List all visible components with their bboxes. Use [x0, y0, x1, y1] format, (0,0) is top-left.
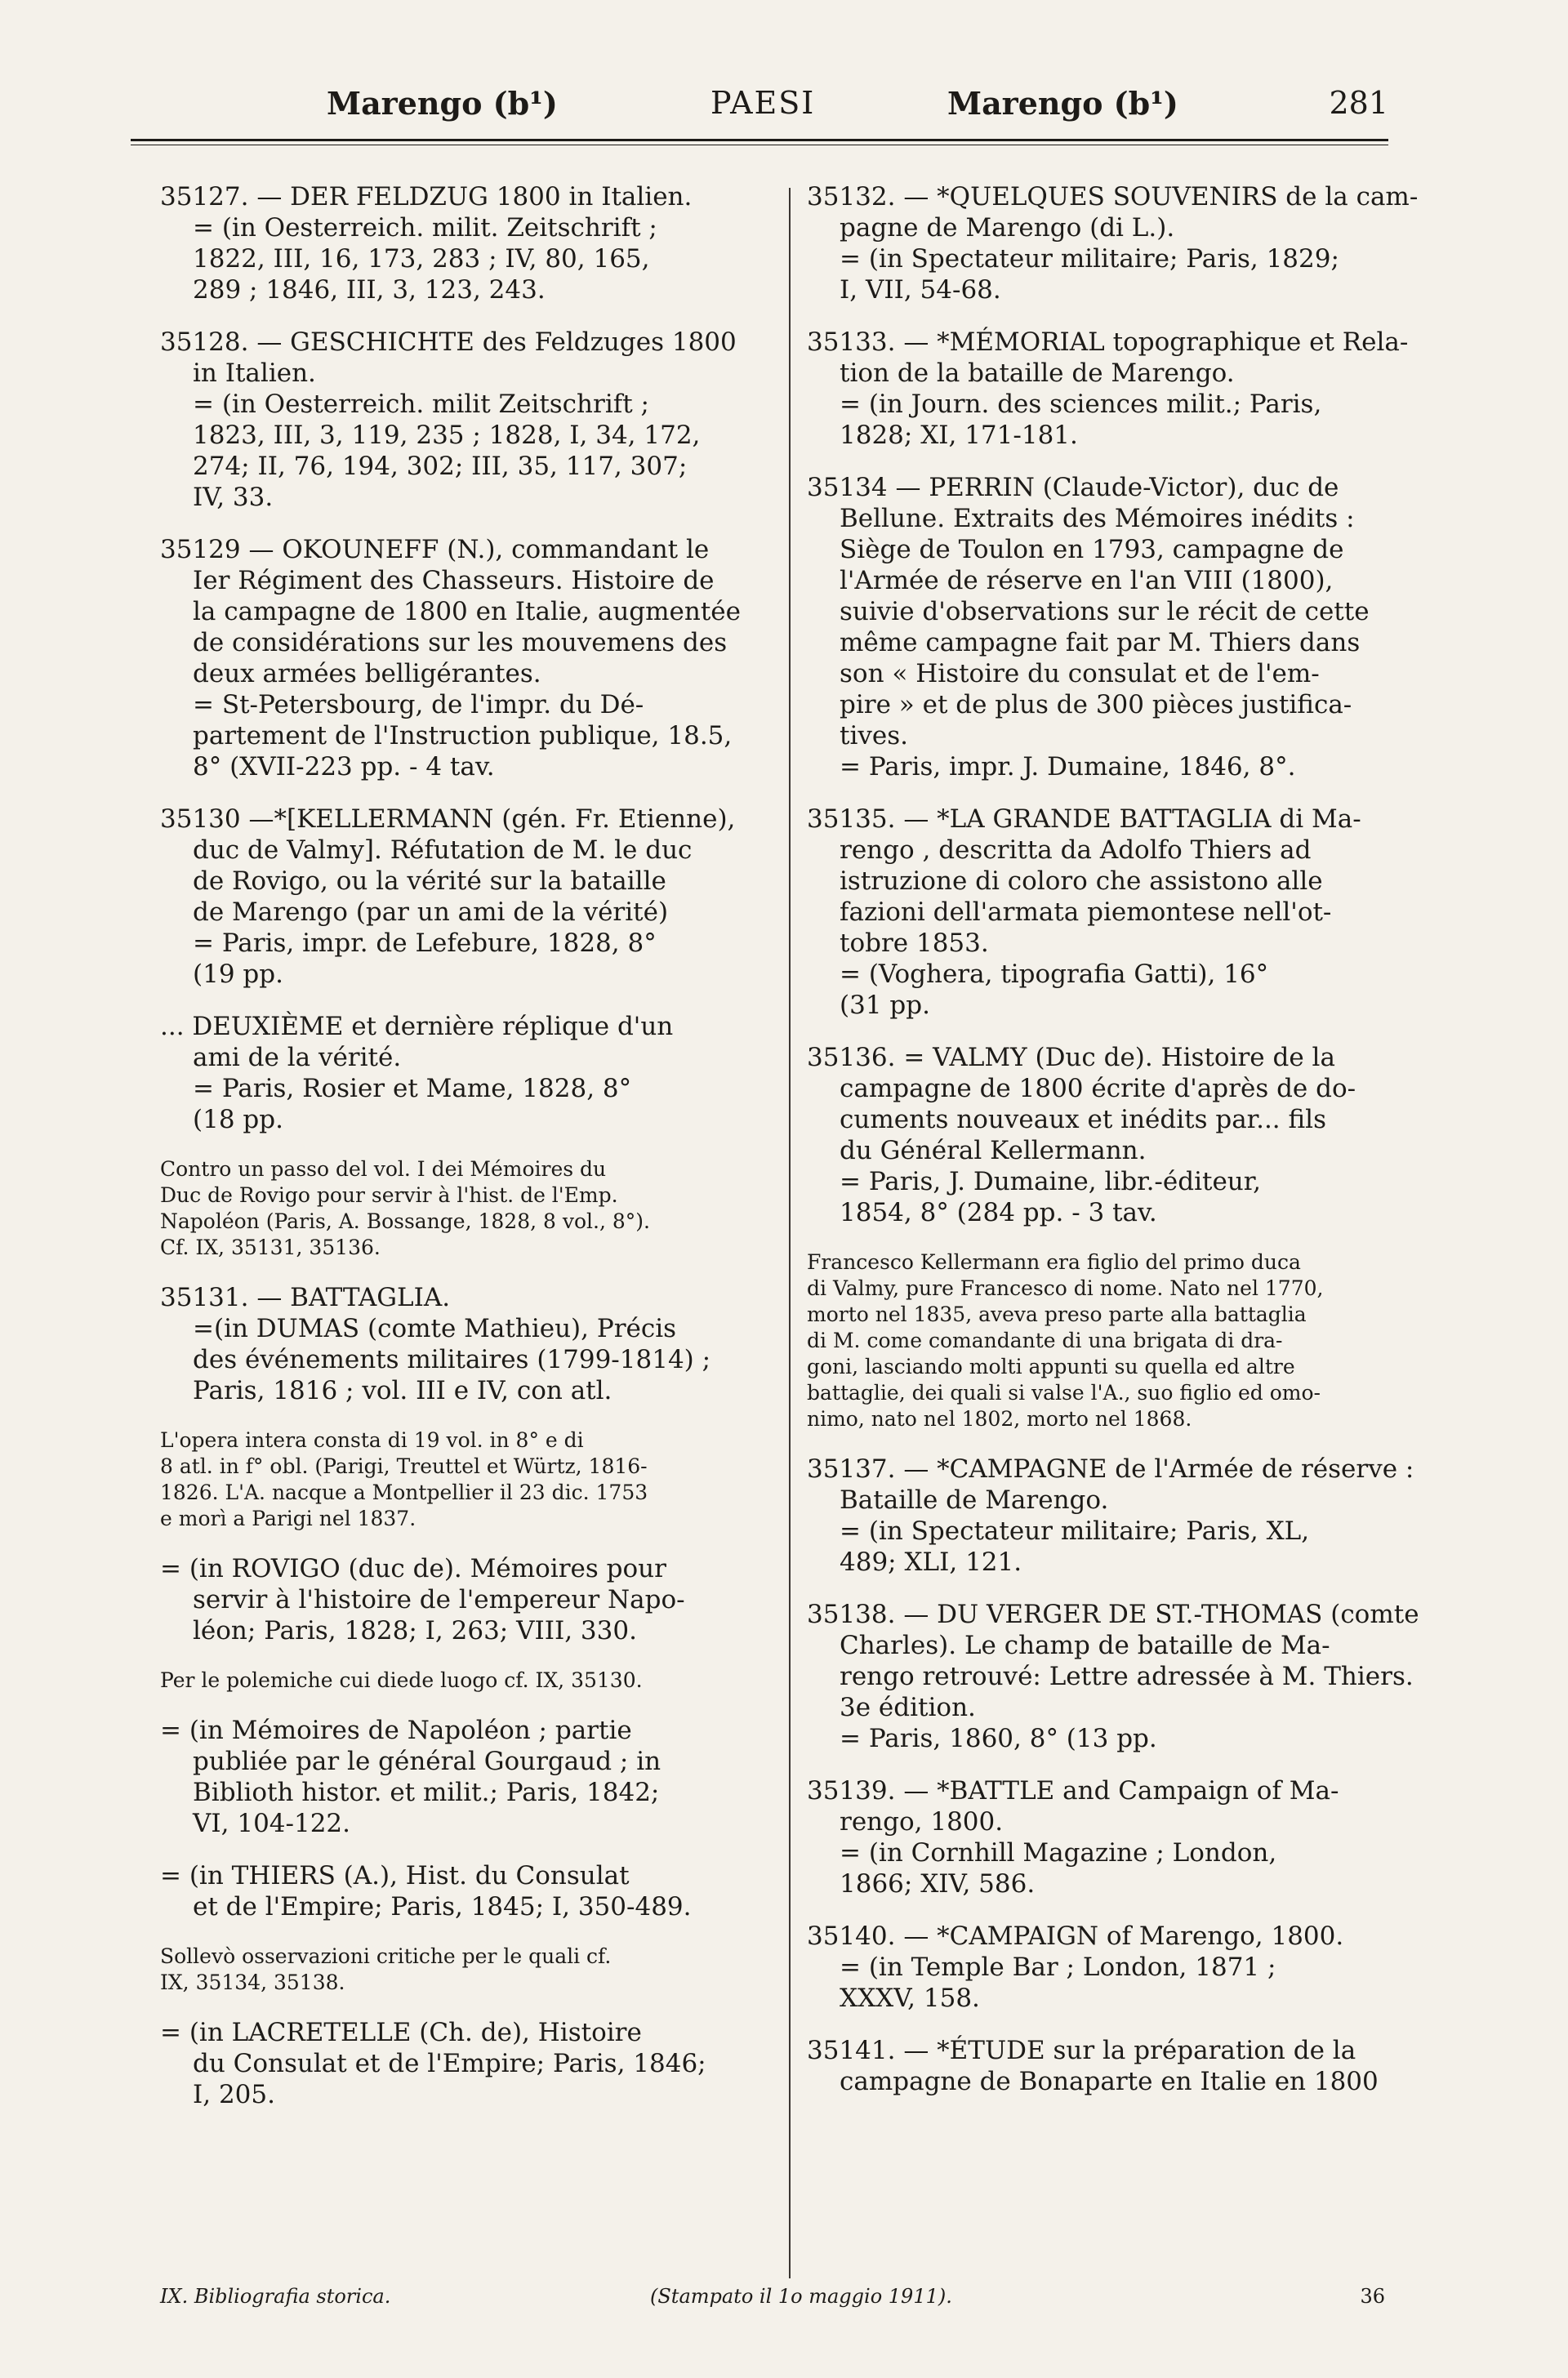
entry-line: (18 pp. — [193, 1105, 283, 1134]
entry-line: 35132. — *QUELQUES SOUVENIRS de la cam- — [807, 182, 1419, 212]
bibliography-entry — [807, 1599, 1419, 1754]
entry-line: di M. come comandante di una brigata di dra- — [807, 1329, 1283, 1352]
entry-line: morto nel 1835, aveva preso parte alla battaglia — [807, 1303, 1307, 1326]
entry-line: = (in Temple Bar ; London, 1871 ; — [840, 1953, 1276, 1982]
entry-line: deux armées belligérantes. — [193, 659, 541, 688]
bibliography-entry — [807, 1775, 1403, 1899]
entry-line: 35140. — *CAMPAIGN of Marengo, 1800. — [807, 1922, 1344, 1951]
entry-line: = (in Spectateur militaire; Paris, 1829; — [840, 244, 1339, 274]
bibliography-note — [160, 1944, 756, 1996]
bibliography-note — [160, 1156, 756, 1261]
bibliography-entry — [807, 2035, 1403, 2097]
bibliography-entry — [807, 327, 1409, 451]
entry-line: du Consulat et de l'Empire; Paris, 1846; — [193, 2049, 706, 2078]
entry-line: 35128. — GESCHICHTE des Feldzuges 1800 — [160, 327, 737, 357]
entry-line: = (in Mémoires de Napoléon ; partie — [160, 1716, 632, 1745]
entry-line: Paris, 1816 ; vol. III e IV, con atl. — [193, 1376, 612, 1405]
entry-line: campagne de 1800 écrite d'après de do- — [840, 1074, 1356, 1103]
header-right-title: Marengo (b¹) — [947, 85, 1178, 122]
entry-line: la campagne de 1800 en Italie, augmentée — [193, 597, 741, 626]
entry-line: = (in Oesterreich. milit. Zeitschrift ; — [193, 213, 657, 243]
bibliography-entry — [160, 1860, 756, 1922]
column-divider — [789, 188, 791, 2278]
entry-line: cuments nouveaux et inédits par... fils — [840, 1105, 1327, 1134]
entry-line: de Marengo (par un ami de la vérité) — [193, 897, 669, 927]
entry-line: = (in Journ. des sciences milit.; Paris, — [840, 390, 1322, 419]
right-column — [807, 181, 1419, 2118]
entry-line: 1826. L'A. nacque a Montpellier il 23 dic. 1753 — [160, 1481, 648, 1504]
entry-line: de Rovigo, ou la vérité sur la bataille — [193, 866, 666, 896]
bibliography-entry — [807, 1921, 1403, 2014]
entry-line: tobre 1853. — [840, 928, 989, 958]
entry-line: partement de l'Instruction publique, 18.5, — [193, 721, 733, 750]
entry-line: Per le polemiche cui diede luogo cf. IX, 35130. — [160, 1668, 643, 1692]
entry-line: ... DEUXIÈME et dernière réplique d'un — [160, 1012, 674, 1041]
entry-line: Contro un passo del vol. I dei Mémoires du — [160, 1157, 607, 1181]
header-section-title: PAESI — [710, 85, 816, 121]
entry-line: léon; Paris, 1828; I, 263; VIII, 330. — [193, 1616, 637, 1645]
entry-line: Bataille de Marengo. — [840, 1485, 1109, 1515]
entry-line: pagne de Marengo (di L.). — [840, 213, 1175, 243]
entry-line: IV, 33. — [193, 483, 274, 512]
entry-line: 3e édition. — [840, 1693, 976, 1722]
bibliography-entry — [160, 1011, 756, 1135]
entry-line: = (in Cornhill Magazine ; London, — [840, 1838, 1277, 1868]
entry-line: 8 atl. in f° obl. (Parigi, Treuttel et Würtz, 1816- — [160, 1454, 648, 1478]
bibliography-note — [807, 1249, 1403, 1432]
entry-line: fazioni dell'armata piemontese nell'ot- — [840, 897, 1332, 927]
entry-line: 1854, 8° (284 pp. - 3 tav. — [840, 1198, 1157, 1227]
bibliography-entry — [160, 804, 756, 990]
entry-line: Duc de Rovigo pour servir à l'hist. de l'Emp. — [160, 1183, 618, 1207]
entry-line: goni, lasciando molti appunti su quella ed altre — [807, 1355, 1295, 1378]
entry-line: même campagne fait par M. Thiers dans — [840, 628, 1361, 657]
left-column — [160, 181, 756, 2131]
entry-line: 274; II, 76, 194, 302; III, 35, 117, 307; — [193, 452, 688, 481]
bibliography-entry — [160, 534, 756, 782]
entry-line: Francesco Kellermann era figlio del primo duca — [807, 1250, 1301, 1274]
entry-line: = Paris, J. Dumaine, libr.-éditeur, — [840, 1167, 1262, 1196]
bibliography-entry — [160, 2017, 756, 2110]
entry-line: ami de la vérité. — [193, 1043, 402, 1072]
bibliography-entry — [160, 327, 756, 513]
entry-line: Napoléon (Paris, A. Bossange, 1828, 8 vol., 8°). — [160, 1209, 650, 1233]
entry-line: publiée par le général Gourgaud ; in — [193, 1747, 662, 1776]
entry-line: campagne de Bonaparte en Italie en 1800 — [840, 2067, 1379, 2096]
entry-line: (19 pp. — [193, 960, 283, 989]
entry-line: des événements militaires (1799-1814) ; — [193, 1345, 711, 1374]
entry-line: nimo, nato nel 1802, morto nel 1868. — [807, 1407, 1192, 1431]
bibliography-note — [160, 1427, 756, 1532]
entry-line: rengo, 1800. — [840, 1807, 1004, 1837]
entry-line: 35137. — *CAMPAGNE de l'Armée de réserve : — [807, 1454, 1414, 1484]
entry-line: et de l'Empire; Paris, 1845; I, 350-489. — [193, 1892, 692, 1922]
footer-signature: 36 — [1360, 2285, 1385, 2308]
entry-line: = (in Spectateur militaire; Paris, XL, — [840, 1516, 1310, 1546]
entry-line: 1828; XI, 171-181. — [840, 421, 1078, 450]
entry-line: Biblioth histor. et milit.; Paris, 1842; — [193, 1778, 660, 1807]
entry-line: 8° (XVII-223 pp. - 4 tav. — [193, 752, 495, 782]
entry-line: 35127. — DER FELDZUG 1800 in Italien. — [160, 182, 693, 212]
entry-line: 35130 —*[KELLERMANN (gén. Fr. Etienne), — [160, 804, 736, 834]
entry-line: I, VII, 54-68. — [840, 275, 1001, 305]
entry-line: IX, 35134, 35138. — [160, 1971, 345, 1994]
entry-line: Sollevò osservazioni critiche per le quali cf. — [160, 1944, 612, 1968]
entry-line: tion de la bataille de Marengo. — [840, 358, 1235, 388]
entry-line: pire » et de plus de 300 pièces justifica- — [840, 690, 1352, 719]
footer-volume: IX. Bibliografia storica. — [160, 2285, 391, 2308]
header-rule — [131, 139, 1388, 141]
header-left-title: Marengo (b¹) — [327, 85, 558, 122]
bibliography-entry — [160, 1553, 756, 1646]
entry-line: Cf. IX, 35131, 35136. — [160, 1236, 381, 1259]
entry-line: = St-Petersbourg, de l'impr. du Dé- — [193, 690, 644, 719]
entry-line: 1822, III, 16, 173, 283 ; IV, 80, 165, — [193, 244, 650, 274]
entry-line: rengo retrouvé: Lettre adressée à M. Thiers. — [840, 1662, 1414, 1691]
bibliography-entry — [160, 1282, 756, 1406]
bibliography-entry — [807, 181, 1419, 305]
entry-line: du Général Kellermann. — [840, 1136, 1147, 1165]
entry-line: L'opera intera consta di 19 vol. in 8° e di — [160, 1428, 584, 1452]
entry-line: suivie d'observations sur le récit de cette — [840, 597, 1370, 626]
entry-line: 35141. — *ÉTUDE sur la préparation de la — [807, 2036, 1356, 2065]
entry-line: = Paris, impr. de Lefebure, 1828, 8° — [193, 928, 657, 958]
entry-line: in Italien. — [193, 358, 316, 388]
bibliography-entry — [160, 1715, 756, 1839]
footer-print-date: (Stampato il 1o maggio 1911). — [650, 2285, 952, 2308]
entry-line: istruzione di coloro che assistono alle — [840, 866, 1323, 896]
entry-line: son « Histoire du consulat et de l'em- — [840, 659, 1320, 688]
entry-line: e morì a Parigi nel 1837. — [160, 1507, 416, 1530]
entry-line: Bellune. Extraits des Mémoires inédits : — [840, 504, 1355, 533]
entry-line: servir à l'histoire de l'empereur Napo- — [193, 1585, 685, 1614]
entry-line: 489; XLI, 121. — [840, 1547, 1022, 1577]
entry-line: Ier Régiment des Chasseurs. Histoire de — [193, 566, 715, 595]
entry-line: 1823, III, 3, 119, 235 ; 1828, I, 34, 172, — [193, 421, 701, 450]
entry-line: = (in THIERS (A.), Hist. du Consulat — [160, 1861, 630, 1890]
entry-line: = (in LACRETELLE (Ch. de), Histoire — [160, 2018, 642, 2047]
entry-line: 1866; XIV, 586. — [840, 1869, 1036, 1899]
entry-line: I, 205. — [193, 2080, 275, 2109]
bibliography-note — [160, 1668, 756, 1694]
entry-line: 35139. — *BATTLE and Campaign of Ma- — [807, 1776, 1339, 1806]
entry-line: = (in Oesterreich. milit Zeitschrift ; — [193, 390, 649, 419]
entry-line: tives. — [840, 721, 908, 750]
entry-line: 35138. — DU VERGER DE ST.-THOMAS (comte — [807, 1600, 1419, 1629]
entry-line: = Paris, Rosier et Mame, 1828, 8° — [193, 1074, 632, 1103]
entry-line: 35129 — OKOUNEFF (N.), commandant le — [160, 535, 710, 564]
entry-line: Siège de Toulon en 1793, campagne de — [840, 535, 1344, 564]
bibliography-entry — [807, 1042, 1403, 1228]
entry-line: duc de Valmy]. Réfutation de M. le duc — [193, 835, 693, 865]
entry-line: XXXV, 158. — [840, 1984, 980, 2013]
entry-line: = (in ROVIGO (duc de). Mémoires pour — [160, 1554, 666, 1583]
entry-line: (31 pp. — [840, 991, 930, 1020]
entry-line: de considérations sur les mouvemens des — [193, 628, 728, 657]
bibliography-entry — [160, 181, 756, 305]
entry-line: battaglie, dei quali si valse l'A., suo figlio ed omo- — [807, 1381, 1321, 1405]
entry-line: VI, 104-122. — [193, 1809, 351, 1838]
entry-line: 35133. — *MÉMORIAL topographique et Rela- — [807, 327, 1409, 357]
entry-line: rengo , descritta da Adolfo Thiers ad — [840, 835, 1312, 865]
entry-line: 35135. — *LA GRANDE BATTAGLIA di Ma- — [807, 804, 1361, 834]
page-footer — [160, 2285, 1385, 2318]
bibliography-entry — [807, 804, 1403, 1021]
entry-line: = Paris, 1860, 8° (13 pp. — [840, 1724, 1157, 1753]
entry-line: Charles). Le champ de bataille de Ma- — [840, 1631, 1330, 1660]
bibliography-entry — [807, 1454, 1414, 1578]
entry-line: 35131. — BATTAGLIA. — [160, 1283, 451, 1312]
entry-line: = (Voghera, tipografia Gatti), 16° — [840, 960, 1269, 989]
entry-line: = Paris, impr. J. Dumaine, 1846, 8°. — [840, 752, 1296, 782]
entry-line: l'Armée de réserve en l'an VIII (1800), — [840, 566, 1334, 595]
bibliography-entry — [807, 472, 1403, 782]
running-header — [131, 85, 1388, 134]
entry-line: 289 ; 1846, III, 3, 123, 243. — [193, 275, 546, 305]
entry-line: 35134 — PERRIN (Claude-Victor), duc de — [807, 473, 1339, 502]
page-number: 281 — [1329, 85, 1388, 121]
entry-line: di Valmy, pure Francesco di nome. Nato nel 1770, — [807, 1276, 1324, 1300]
entry-line: 35136. = VALMY (Duc de). Histoire de la — [807, 1043, 1335, 1072]
entry-line: =(in DUMAS (comte Mathieu), Précis — [193, 1314, 677, 1343]
